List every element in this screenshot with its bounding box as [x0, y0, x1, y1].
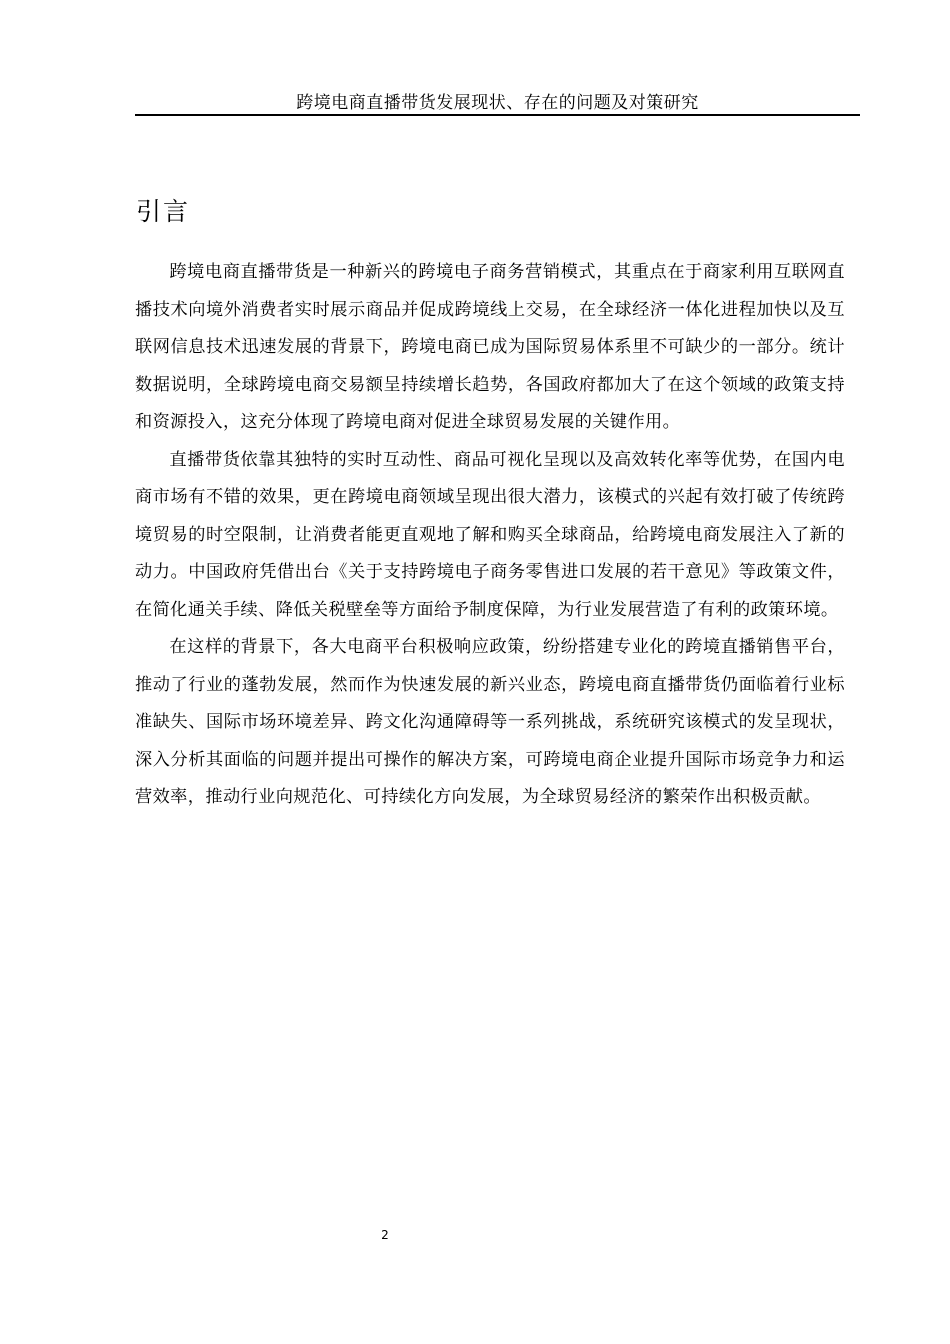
body-text [135, 254, 845, 817]
running-header-title: 跨境电商直播带货发展现状、存在的问题及对策研究 [296, 93, 699, 113]
header-rule [135, 114, 860, 116]
paragraph-3: 在这样的背景下，各大电商平台积极响应政策，纷纷搭建专业化的跨境直播销售平台，推动了行业的蓬勃发展，然而作为快速发展的新兴业态，跨境电商直播带货仍面临着行业标准缺失、国际市场环境差异、跨文化沟通障碍等一系列挑战，系统研究该模式的发呈现状，深入分析其面临的问题并提出可操作的解决方案，可跨境电商企业提升国际市场竞争力和运营效率，推动行业向规范化、可持续化方向发展，为全球贸易经济的繁荣作出积极贡献。 [135, 637, 845, 807]
page-number: 2 [381, 1228, 389, 1242]
paragraph-2: 直播带货依靠其独特的实时互动性、商品可视化呈现以及高效转化率等优势，在国内电商市场有不错的效果，更在跨境电商领域呈现出很大潜力，该模式的兴起有效打破了传统跨境贸易的时空限制，让消费者能更直观地了解和购买全球商品，给跨境电商发展注入了新的动力。中国政府凭借出台《关于支持跨境电子商务零售进口发展的若干意见》等政策文件，在简化通关手续、降低关税壁垒等方面给予制度保障，为行业发展营造了有利的政策环境。 [135, 449, 845, 620]
paragraph-1: 跨境电商直播带货是一种新兴的跨境电子商务营销模式，其重点在于商家利用互联网直播技术向境外消费者实时展示商品并促成跨境线上交易，在全球经济一体化进程加快以及互联网信息技术迅速发展的背景下，跨境电商已成为国际贸易体系里不可缺少的一部分。统计数据说明，全球跨境电商交易额呈持续增长趋势，各国政府都加大了在这个领域的政策支持和资源投入，这充分体现了跨境电商对促进全球贸易发展的关键作用。 [135, 262, 845, 432]
section-title: 引言 [136, 197, 191, 226]
